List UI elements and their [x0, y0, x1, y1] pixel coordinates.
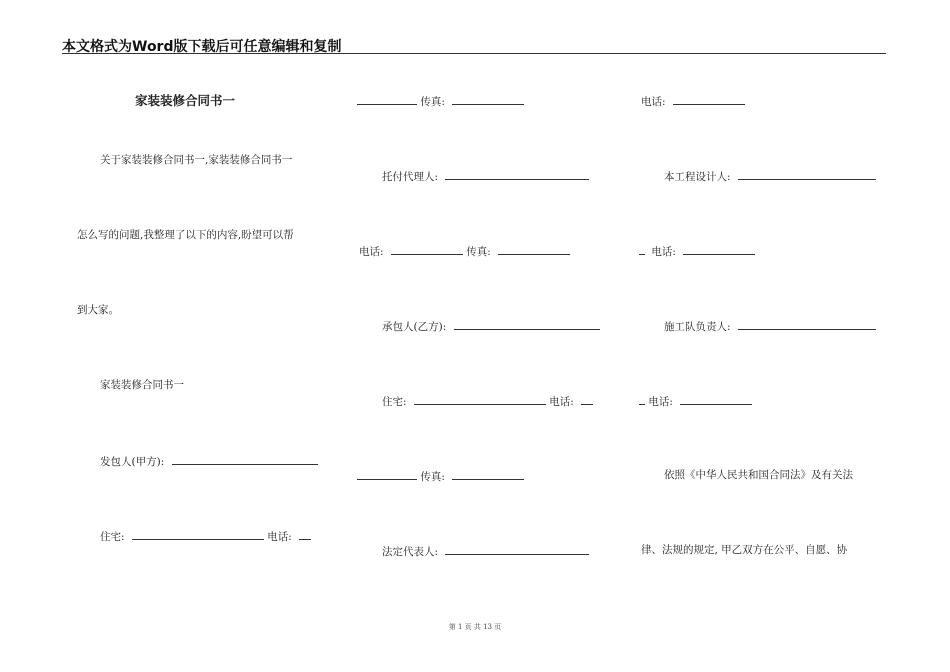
fax-blank — [452, 469, 524, 480]
designer-label: 本工程设计人: — [664, 171, 731, 183]
fax-blank — [452, 94, 524, 105]
party-b-line — [382, 319, 600, 334]
team-lead-blank — [738, 319, 876, 330]
designer-blank — [738, 169, 876, 180]
fax-line-1 — [357, 94, 524, 109]
phone-blank — [391, 244, 463, 255]
residence-blank — [132, 529, 264, 540]
designer-line — [664, 169, 876, 184]
legal-rep-label: 法定代表人: — [382, 546, 439, 558]
team-lead-line — [664, 319, 876, 334]
agent-blank — [445, 169, 589, 180]
phone-blank — [581, 394, 593, 405]
phone-label: 电话: — [641, 96, 666, 108]
fax-label: 传真: — [420, 96, 445, 108]
phone-label: 电话: — [359, 246, 384, 258]
agent-label: 托付代理人: — [382, 171, 439, 183]
phone-blank — [299, 529, 311, 540]
legal-rep-blank — [445, 544, 589, 555]
party-a-residence-line — [100, 529, 311, 544]
party-b-label: 承包人(乙方): — [382, 321, 447, 333]
party-b-blank — [454, 319, 600, 330]
fax-label: 传真: — [420, 471, 445, 483]
phone-label: 电话: — [648, 396, 673, 408]
lead-blank — [639, 394, 645, 405]
team-lead-label: 施工队负责人: — [664, 321, 731, 333]
phone-label: 电话: — [651, 246, 676, 258]
intro-line-1: 关于家装装修合同书一,家装装修合同书一 — [100, 154, 293, 166]
residence-blank — [414, 394, 546, 405]
lead-blank — [639, 244, 645, 255]
residence-label: 住宅: — [100, 531, 125, 543]
phone-blank — [680, 394, 752, 405]
lead-blank — [357, 469, 417, 480]
fax-blank — [498, 244, 570, 255]
header-rule — [62, 53, 886, 54]
phone-line-2 — [639, 244, 755, 259]
residence-label: 住宅: — [382, 396, 407, 408]
phone-label: 电话: — [267, 531, 292, 543]
fax-line-3 — [357, 469, 524, 484]
law-line-1: 依照《中华人民共和国合同法》及有关法 — [664, 469, 853, 481]
contract-title: 家装装修合同书一 — [135, 93, 236, 108]
party-a-blank — [172, 454, 318, 465]
agent-line — [382, 169, 589, 184]
party-a-label: 发包人(甲方): — [100, 456, 165, 468]
phone-line-3 — [639, 394, 752, 409]
intro-line-2: 怎么写的问题,我整理了以下的内容,盼望可以帮 — [77, 229, 294, 241]
page-number: 第 1 页 共 13 页 — [448, 623, 502, 631]
lead-blank — [357, 94, 417, 105]
law-line-2: 律、法规的规定, 甲乙双方在公平、自愿、协 — [641, 544, 848, 556]
phone-blank — [683, 244, 755, 255]
legal-rep-line — [382, 544, 589, 559]
document-header: 本文格式为Word版下载后可任意编辑和复制 — [62, 39, 342, 55]
fax-label: 传真: — [466, 246, 491, 258]
phone-label: 电话: — [549, 396, 574, 408]
intro-line-3: 到大家。 — [77, 304, 119, 316]
party-a-line — [100, 454, 318, 469]
phone-line-1 — [641, 94, 745, 109]
phone-fax-line — [359, 244, 570, 259]
contract-subtitle: 家装装修合同书一 — [100, 379, 184, 391]
party-b-residence-line — [382, 394, 593, 409]
phone-blank — [673, 94, 745, 105]
